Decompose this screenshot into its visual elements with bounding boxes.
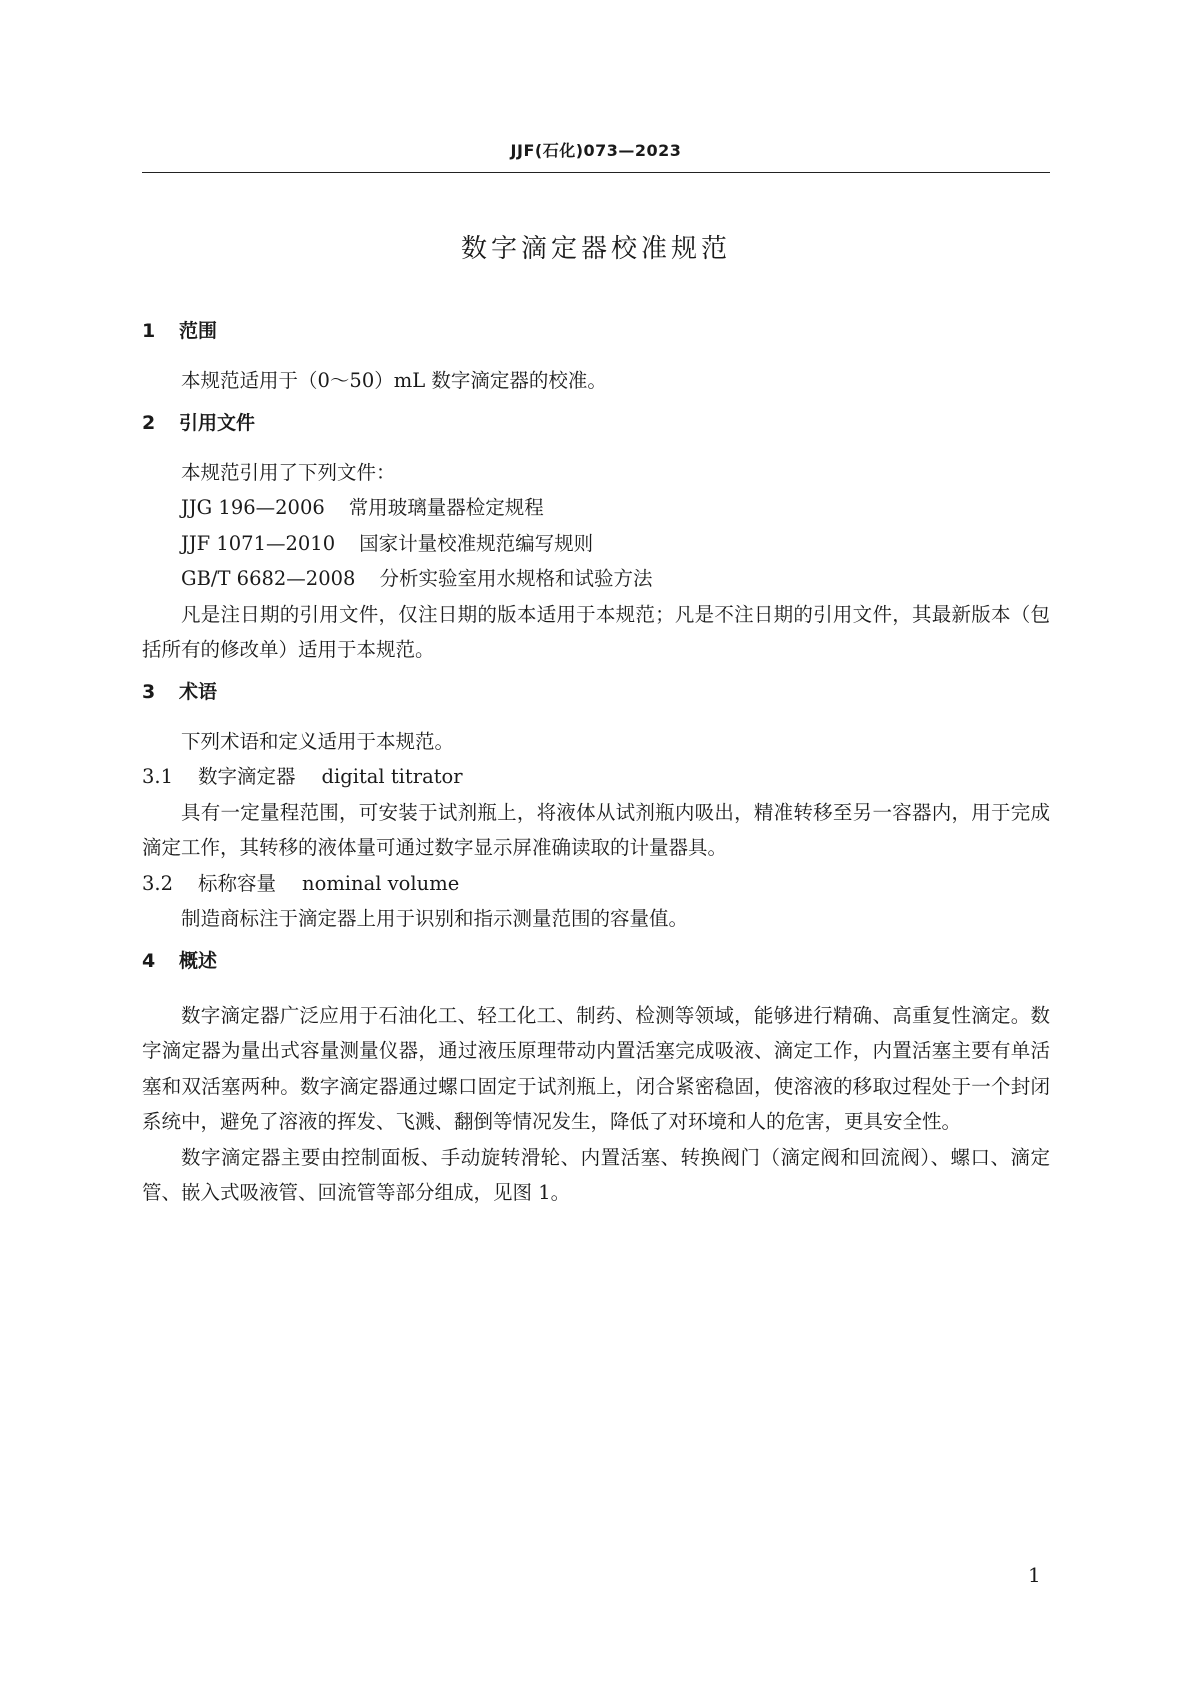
term-heading	[142, 759, 1050, 795]
section-number: 4	[142, 949, 156, 972]
section-title: 概述	[179, 949, 218, 972]
reference-item	[142, 526, 1050, 562]
document-code-header: JJF(石化)073—2023	[510, 141, 682, 160]
section-2-heading	[142, 410, 1050, 436]
reference-name: 分析实验室用水规格和试验方法	[379, 567, 653, 590]
reference-code: GB/T 6682—2008	[181, 567, 356, 590]
term-definition: 制造商标注于滴定器上用于识别和指示测量范围的容量值。	[181, 907, 689, 930]
document-title: 数字滴定器校准规范	[460, 234, 731, 264]
term-number: 3.1	[142, 765, 174, 788]
overview-paragraph: 数字滴定器广泛应用于石油化工、轻工化工、制药、检测等领域，能够进行精确、高重复性滴定。数字滴定器为量出式容量测量仪器，通过液压原理带动内置活塞完成吸液、滴定工作，内置活塞主要有单活塞和双活塞两种。数字滴定器通过螺口固定于试剂瓶上，闭合紧密稳固，使溶液的移取过程处于一个封闭系统中，避免了溶液的挥发、飞溅、翻倒等情况发生，降低了对环境和人的危害，更具安全性。	[142, 1003, 1050, 1133]
section-3-heading	[142, 679, 1050, 705]
header-rule	[142, 172, 1050, 173]
reference-item	[142, 561, 1050, 597]
references-note: 凡是注日期的引用文件，仅注日期的版本适用于本规范；凡是不注日期的引用文件，其最新版本（包括所有的修改单）适用于本规范。	[142, 602, 1050, 661]
term-chinese: 数字滴定器	[198, 765, 296, 788]
term-chinese: 标称容量	[198, 871, 277, 895]
term-number: 3.2	[142, 871, 174, 895]
term-english: digital titrator	[321, 765, 463, 788]
term-definition: 具有一定量程范围，可安装于试剂瓶上，将液体从试剂瓶内吸出，精准转移至另一容器内，用于完成滴定工作，其转移的液体量可通过数字显示屏准确读取的计量器具。	[142, 800, 1050, 859]
reference-code: JJF 1071—2010	[181, 531, 336, 555]
document-body	[142, 318, 1050, 1211]
section-title: 范围	[179, 320, 218, 342]
page-number: 1	[1028, 1563, 1041, 1587]
term-english: nominal volume	[302, 871, 460, 895]
section-title: 术语	[179, 680, 218, 703]
section-number: 2	[142, 411, 156, 434]
term-heading	[142, 866, 1050, 902]
section-1-paragraph: 本规范适用于（0～50）mL 数字滴定器的校准。	[181, 369, 607, 392]
section-4-heading	[142, 948, 1050, 974]
references-intro: 本规范引用了下列文件：	[181, 460, 396, 484]
reference-name: 常用玻璃量器检定规程	[348, 496, 544, 519]
section-number: 1	[142, 320, 156, 342]
reference-item	[142, 490, 1050, 526]
section-1-heading	[142, 318, 1050, 344]
reference-name: 国家计量校准规范编写规则	[359, 531, 594, 555]
terms-intro: 下列术语和定义适用于本规范。	[181, 729, 455, 753]
section-number: 3	[142, 680, 156, 703]
reference-code: JJG 196—2006	[181, 496, 325, 519]
overview-paragraph: 数字滴定器主要由控制面板、手动旋转滑轮、内置活塞、转换阀门（滴定阀和回流阀）、螺口、滴定管、嵌入式吸液管、回流管等部分组成，见图 1。	[142, 1145, 1050, 1204]
section-title: 引用文件	[179, 411, 256, 434]
